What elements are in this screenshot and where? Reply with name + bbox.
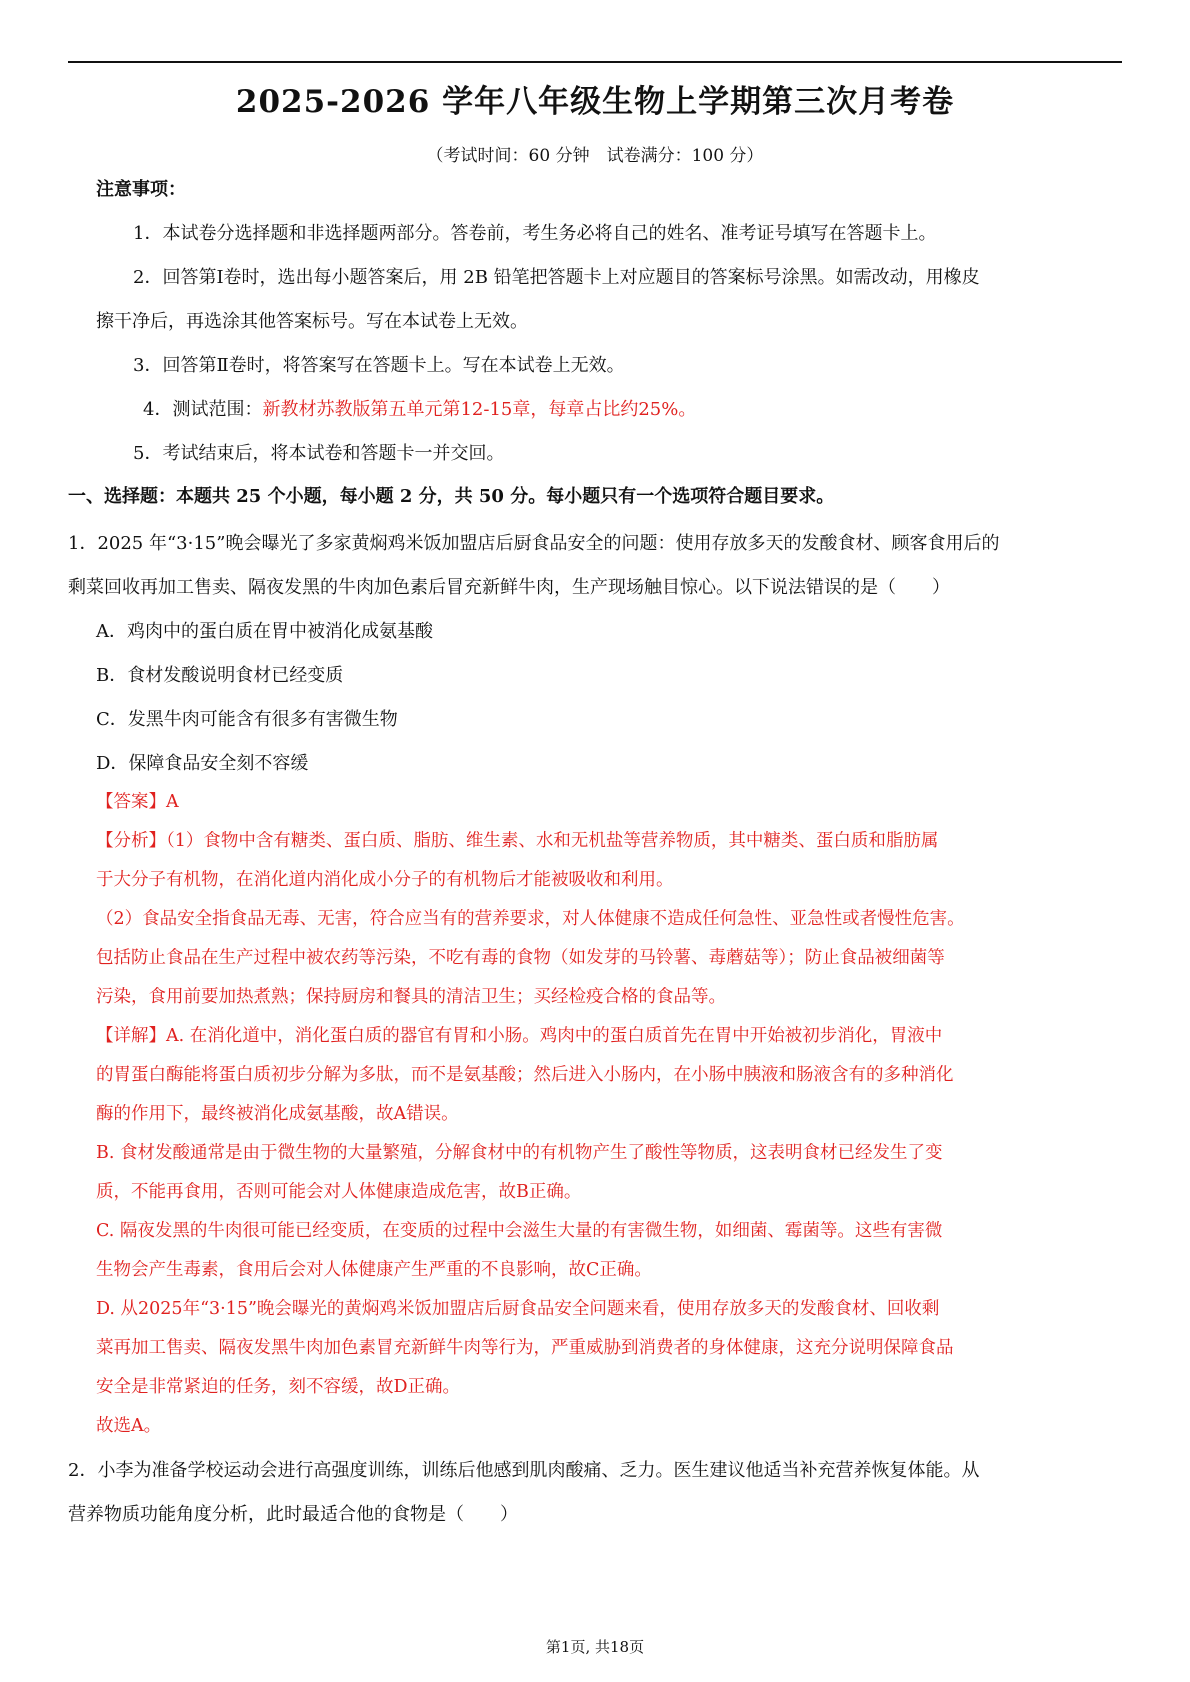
detail-line: D. 从2025年“3·15”晚会曝光的黄焖鸡米饭加盟店后厨食品安全问题来看，使用存放多天的发酸食材、回收剩 (96, 1299, 940, 1319)
question-2-stem-line-2: 营养物质功能角度分析，此时最适合他的食物是（ ） (68, 1504, 518, 1525)
notice-item-1: 1．本试卷分选择题和非选择题两部分。答卷前，考生务必将自己的姓名、准考证号填写在答题卡上。 (133, 223, 937, 244)
notice-item-2-line-2: 擦干净后，再选涂其他答案标号。写在本试卷上无效。 (96, 311, 528, 332)
notice-heading: 注意事项： (96, 179, 186, 200)
detail-line: 菜再加工售卖、隔夜发黑牛肉加色素冒充新鲜牛肉等行为，严重威胁到消费者的身体健康，这充分说明保障食品 (96, 1338, 954, 1358)
analysis-line: 污染，食用前要加热煮熟；保持厨房和餐具的清洁卫生；买经检疫合格的食品等。 (96, 987, 726, 1007)
question-1-option-a: A．鸡肉中的蛋白质在胃中被消化成氨基酸 (96, 621, 433, 642)
question-1-option-c: C．发黑牛肉可能含有很多有害微生物 (96, 709, 398, 730)
detail-line: C. 隔夜发黑的牛肉很可能已经变质，在变质的过程中会滋生大量的有害微生物，如细菌、霉菌等。这些有害微 (96, 1221, 943, 1241)
page-title: 2025-2026 学年八年级生物上学期第三次月考卷 (235, 84, 955, 120)
notice-item-5: 5．考试结束后，将本试卷和答题卡一并交回。 (133, 443, 505, 464)
final-answer: 故选A。 (96, 1416, 162, 1436)
detail-line: 酶的作用下，最终被消化成氨基酸，故A错误。 (96, 1104, 459, 1124)
detail-line: 安全是非常紧迫的任务，刻不容缓，故D正确。 (96, 1377, 461, 1397)
notice-item-2-line-1: 2．回答第Ⅰ卷时，选出每小题答案后，用 2B 铅笔把答题卡上对应题目的答案标号涂黑。如需改动，用橡皮 (133, 267, 980, 288)
question-1-answer: 【答案】A (96, 792, 179, 812)
question-1-stem-line-2: 剩菜回收再加工售卖、隔夜发黑的牛肉加色素后冒充新鲜牛肉，生产现场触目惊心。以下说法错误的是（ ） (68, 577, 950, 598)
detail-line: B. 食材发酸通常是由于微生物的大量繁殖，分解食材中的有机物产生了酸性等物质，这表明食材已经发生了变 (96, 1143, 943, 1163)
analysis-line: 【分析】（1）食物中含有糖类、蛋白质、脂肪、维生素、水和无机盐等营养物质，其中糖类、蛋白质和脂肪属 (96, 831, 939, 851)
detail-line: 质，不能再食用，否则可能会对人体健康造成危害，故B正确。 (96, 1182, 582, 1202)
section-heading: 一、选择题：本题共 25 个小题，每小题 2 分，共 50 分。每小题只有一个选项符合题目要求。 (68, 486, 835, 507)
analysis-line: 包括防止食品在生产过程中被农药等污染，不吃有毒的食物（如发芽的马铃薯、毒蘑菇等）；防止食品被细菌等 (96, 948, 945, 968)
notice-item-3: 3．回答第Ⅱ卷时，将答案写在答题卡上。写在本试卷上无效。 (133, 355, 625, 376)
detail-line: 生物会产生毒素，食用后会对人体健康产生严重的不良影响，故C正确。 (96, 1260, 652, 1280)
question-2-stem-line-1: 2．小李为准备学校运动会进行高强度训练，训练后他感到肌肉酸痛、乏力。医生建议他适当补充营养恢复体能。从 (68, 1460, 980, 1481)
detail-line: 的胃蛋白酶能将蛋白质初步分解为多肽，而不是氨基酸；然后进入小肠内，在小肠中胰液和肠液含有的多种消化 (96, 1065, 954, 1085)
top-rule (68, 61, 1122, 63)
analysis-line: 于大分子有机物，在消化道内消化成小分子的有机物后才能被吸收和利用。 (96, 870, 674, 890)
analysis-line: （2）食品安全指食品无毒、无害，符合应当有的营养要求，对人体健康不造成任何急性、亚急性或者慢性危害。 (96, 909, 965, 929)
detail-line: 【详解】A. 在消化道中，消化蛋白质的器官有胃和小肠。鸡肉中的蛋白质首先在胃中开始被初步消化，胃液中 (96, 1026, 943, 1046)
notice-item-4-prefix: 4．测试范围： (143, 399, 263, 420)
question-1-option-b: B．食材发酸说明食材已经变质 (96, 665, 344, 686)
test-scope-highlight: 新教材苏教版第五单元第12-15章，每章占比约25%。 (262, 399, 697, 420)
page-number: 第1页, 共18页 (545, 1638, 645, 1656)
exam-info: （考试时间：60 分钟 试卷满分：100 分） (426, 146, 764, 166)
question-1-option-d: D．保障食品安全刻不容缓 (96, 753, 309, 774)
notice-item-4 (143, 398, 1122, 422)
question-1-stem-line-1: 1．2025 年“3·15”晚会曝光了多家黄焖鸡米饭加盟店后厨食品安全的问题：使用存放多天的发酸食材、顾客食用后的 (68, 533, 1000, 554)
